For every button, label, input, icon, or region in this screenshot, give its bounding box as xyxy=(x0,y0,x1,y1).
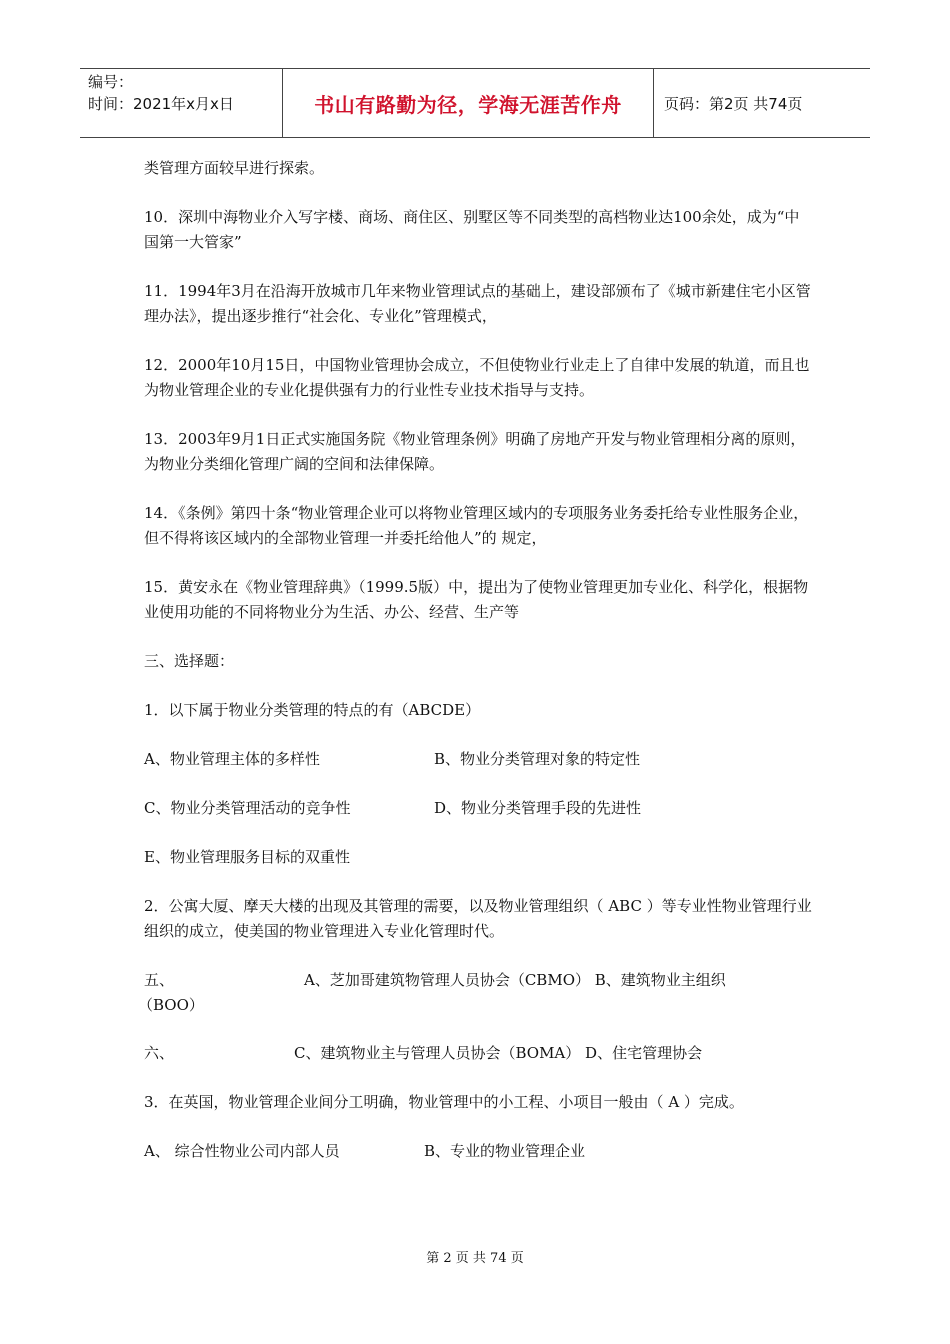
paragraph: 13．2003年9月1日正式实施国务院《物业管理条例》明确了房地产开发与物业管理相分离的原则，为物业分类细化管理广阔的空间和法律保障。 xyxy=(144,430,806,473)
question-3-options xyxy=(144,1139,814,1164)
header-page-label: 页码：第2页 共74页 xyxy=(664,94,803,113)
option-cd: C、建筑物业主与管理人员协会（BOMA） D、住宅管理协会 xyxy=(294,1044,703,1062)
question-2-options-row2 xyxy=(144,1041,814,1066)
page-footer: 第 2 页 共 74 页 xyxy=(426,1251,524,1266)
question-2-options-row1 xyxy=(138,968,814,1017)
question-1-stem: 1．以下属于物业分类管理的特点的有（ABCDE） xyxy=(144,701,481,719)
list-number: 五、 xyxy=(144,971,175,989)
code-label: 编号： xyxy=(88,73,134,91)
option-e: E、物业管理服务目标的双重性 xyxy=(144,848,350,866)
paragraph: 14．《条例》第四十条“物业管理企业可以将物业管理区域内的专项服务业务委托给专业性服务企业，但不得将该区域内的全部物业管理一并委托给他人”的 规定， xyxy=(144,504,809,547)
section-title: 三、选择题： xyxy=(144,652,235,670)
option-b: B、物业分类管理对象的特定性 xyxy=(434,750,641,768)
option-ab: A、芝加哥建筑物管理人员协会（CBMO） B、建筑物业主组织 xyxy=(304,971,726,989)
option-continuation: （BOO） xyxy=(138,996,204,1014)
question-1-options-cd xyxy=(144,796,814,821)
question-1-options-ab xyxy=(144,747,814,772)
paragraph: 15．黄安永在《物业管理辞典》（1999.5版）中，提出为了使物业管理更加专业化、科学化，根据物业使用功能的不同将物业分为生活、办公、经营、生产等 xyxy=(144,578,809,621)
list-number: 六、 xyxy=(144,1044,175,1062)
option-a: A、 综合性物业公司内部人员 xyxy=(144,1142,340,1160)
paragraph: 类管理方面较早进行探索。 xyxy=(144,159,325,177)
document-body xyxy=(138,156,814,1188)
paragraph: 12．2000年10月15日，中国物业管理协会成立，不但使物业行业走上了自律中发展的轨道，而且也为物业管理企业的专业化提供强有力的行业性专业技术指导与支持。 xyxy=(144,356,810,399)
option-c: C、物业分类管理活动的竞争性 xyxy=(144,799,351,817)
time-label: 时间：2021年x月x日 xyxy=(88,95,234,113)
page-header xyxy=(80,68,870,138)
paragraph: 10．深圳中海物业介入写字楼、商场、商住区、别墅区等不同类型的高档物业达100余处，成为“中国第一大管家” xyxy=(144,208,800,251)
paragraph: 11．1994年3月在沿海开放城市几年来物业管理试点的基础上，建设部颁布了《城市新建住宅小区管理办法》，提出逐步推行“社会化、专业化”管理模式， xyxy=(144,282,811,325)
question-3-stem: 3．在英国，物业管理企业间分工明确，物业管理中的小工程、小项目一般由（ A ）完成。 xyxy=(144,1093,744,1111)
option-a: A、物业管理主体的多样性 xyxy=(144,750,320,768)
option-d: D、物业分类管理手段的先进性 xyxy=(434,799,642,817)
header-motto: 书山有路勤为径，学海无涯苦作舟 xyxy=(282,69,654,137)
option-b: B、专业的物业管理企业 xyxy=(424,1142,586,1160)
question-2-stem: 2．公寓大厦、摩天大楼的出现及其管理的需要，以及物业管理组织（ ABC ）等专业性物业管理行业组织的成立，使美国的物业管理进入专业化管理时代。 xyxy=(144,897,812,940)
header-meta xyxy=(80,69,282,137)
